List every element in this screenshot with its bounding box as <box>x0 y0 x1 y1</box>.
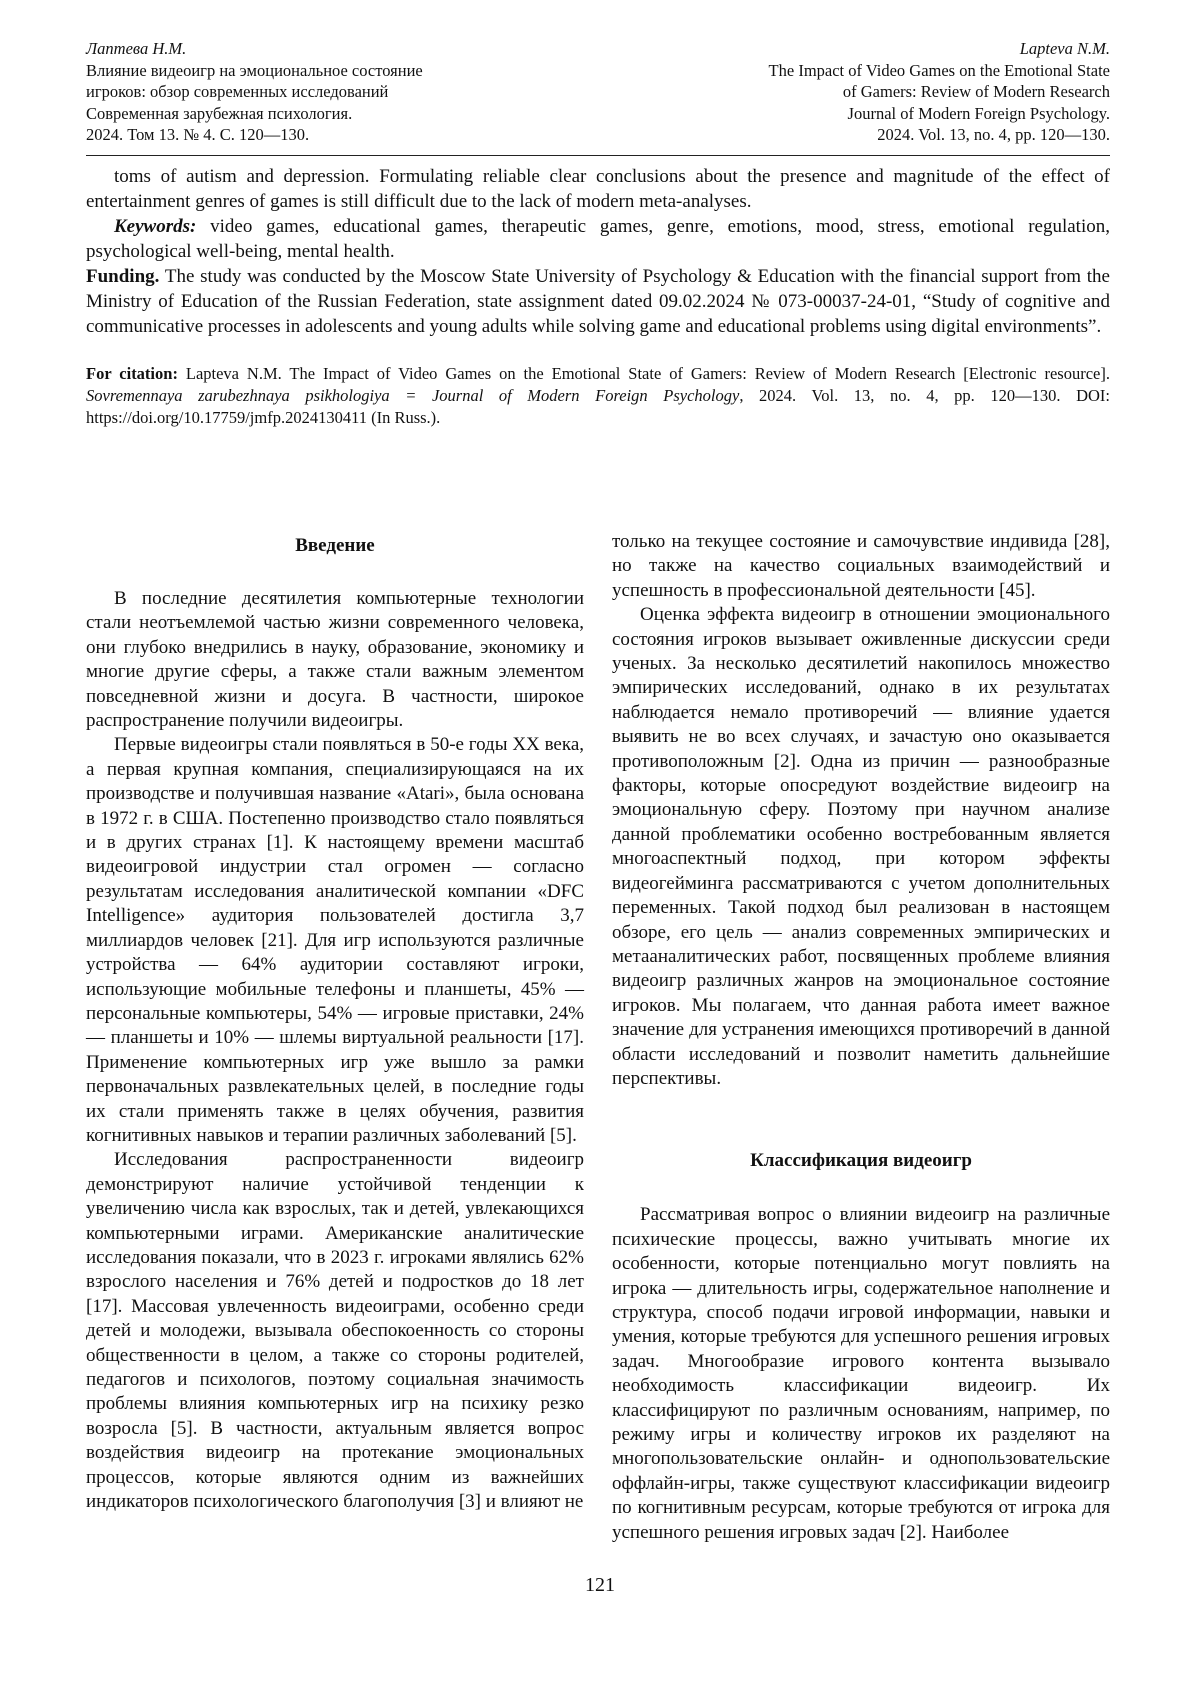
paragraph: Оценка эффекта видеоигр в отношении эмоционального состояния игроков вызывает оживленные дискуссии среди ученых. За несколько десятилетий накопилось множество эмпирических исследований, однако в их результатах наблюдается немало противоречий — влияние удается выявить не во всех случаях, и зачастую оно оказывается противоположным [2]. Одна из причин — разнообразные факторы, которые опосредуют воздействие видеоигр на эмоциональную сферу. Поэтому при научном анализе данной проблематики особенно востребованным является многоаспектный подход, при котором эффекты видеогейминга рассматриваются с учетом дополнительных переменных. Такой подход был реализован в настоящем обзоре, его цель — анализ современных эмпирических и метааналитических работ, посвященных проблеме влияния видеоигр различных жанров на эмоциональное состояние игроков. Мы полагаем, что данная работа имеет важное значение для устранения имеющихся противоречий в данной области исследований и позволит наметить дальнейшие перспективы. <box>612 604 1110 1089</box>
body-columns <box>86 530 1110 1545</box>
keywords-label: Keywords: <box>114 215 197 237</box>
funding <box>86 264 1110 339</box>
header-issue-en: 2024. Vol. 13, no. 4, pp. 120—130. <box>877 125 1110 144</box>
header-journal-en: Journal of Modern Foreign Psychology. <box>847 103 1110 123</box>
citation-label: For citation: <box>86 363 178 383</box>
citation-text-2: , 2024. Vol. 13, no. 4, pp. 120—130. DOI: https://doi.org/10.17759/jmfp.2024130411 (In Russ.). <box>86 385 1110 427</box>
keywords <box>86 214 1110 264</box>
header-title-en-line1: The Impact of Video Games on the Emotional State <box>768 60 1110 80</box>
citation <box>86 363 1110 429</box>
section-heading-introduction: Введение <box>295 535 375 556</box>
paragraph: Исследования распространенности видеоигр демонстрируют наличие устойчивой тенденции к увеличению числа как взрослых, так и детей, увлекающихся компьютерными играми. Американские аналитические исследования показали, что в 2023 г. игроками являлись 62% взрослого населения и 76% детей и подростков до 18 лет [17]. Массовая увлеченность видеоиграми, особенно среди детей и молодежи, вызывала обеспокоенность со стороны общественности в целом, а также со стороны родителей, педагогов и психологов, поэтому социальная значимость проблемы влияния компьютерных игр на психику резко возросла [5]. В частности, актуальным является вопрос воздействия видеоигр на протекание эмоциональных процессов, которые являются одним из важнейших индикаторов психологического благополучия [3] и влияют не <box>86 1149 584 1513</box>
header-title-en-line2: of Gamers: Review of Modern Research <box>842 82 1110 101</box>
funding-label: Funding. <box>86 265 160 287</box>
header-divider <box>86 155 1110 156</box>
section-heading-classification: Классификация видеоигр <box>750 1150 972 1172</box>
page <box>86 38 1110 429</box>
running-header <box>86 38 1110 146</box>
abstract-block <box>86 164 1110 339</box>
header-issue-ru: 2024. Том 13. № 4. С. 120—130. <box>86 125 310 144</box>
paragraph: Первые видеоигры стали появляться в 50-е годы XX века, а первая крупная компания, специализирующаяся на их производстве и получившая название «Atari», была основана в 1972 г. в США. Постепенно производство стало появляться и в других странах [1]. К настоящему времени масштаб видеоигровой индустрии стал огромен — согласно результатам исследования аналитической компании «DFC Intelligence» аудитория пользователей достигла 3,7 миллиардов человек [21]. Для игр используются различные устройства — 64% аудитории составляют игроки, использующие мобильные телефоны и планшеты, 45% — персональные компьютеры, 54% — игровые приставки, 24% — планшеты и 10% — шлемы виртуальной реальности [17]. Применение компьютерных игр уже вышло за рамки первоначальных развлекательных целей, в последние годы их стали применять также в целях обучения, развития когнитивных навыков и терапии различных заболеваний [5]. <box>86 734 584 1146</box>
keywords-text: video games, educational games, therapeutic games, genre, emotions, mood, stress, emotional regulation, psychological well-being, mental health. <box>86 215 1110 262</box>
header-title-ru-line2: игроков: обзор современных исследований <box>86 82 389 101</box>
header-author-en: Lapteva N.M. <box>1019 39 1110 58</box>
left-column <box>86 530 584 1545</box>
header-right-english <box>769 38 1110 146</box>
paragraph: Рассматривая вопрос о влиянии видеоигр на различные психические процессы, важно учитывать многие их особенности, которые потенциально могут повлиять на игрока — длительность игры, содержательное наполнение и структура, способ подачи игровой информации, навыки и умения, которые требуются для успешного решения игровых задач. Многообразие игрового контента вызывало необходимость классификации видеоигр. Их классифицируют по различным основаниям, например, по режиму игры и количеству игроков их разделяют на многопользовательские онлайн- и однопользовательские оффлайн-игры, также существуют классификации видеоигр по когнитивным ресурсам, которые требуются от игрока для успешного решения игровых задач [2]. Наиболее <box>612 1204 1110 1543</box>
page-number: 121 <box>585 1574 615 1596</box>
right-column <box>612 530 1110 1545</box>
header-title-ru-line1: Влияние видеоигр на эмоциональное состояние <box>86 60 423 80</box>
citation-text-1: Lapteva N.M. The Impact of Video Games on the Emotional State of Gamers: Review of Modern Research [Electronic resource]. <box>177 363 1110 383</box>
paragraph: В последние десятилетия компьютерные технологии стали неотъемлемой частью жизни современного человека, они глубоко внедрились в науку, образование, экономику и многие другие сферы, а также стали важным элементом повседневной жизни и досуга. В частности, широкое распространение получили видеоигры. <box>86 588 584 732</box>
header-journal-ru: Современная зарубежная психология. <box>86 103 353 123</box>
funding-text: The study was conducted by the Moscow State University of Psychology & Education with the financial support from the Ministry of Education of the Russian Federation, state assignment dated 09.02.2024 № 073-00037-24-01, “Study of cognitive and communicative processes in adolescents and young adults while solving game and educational problems using digital environments”. <box>86 265 1110 337</box>
paragraph-continued: только на текущее состояние и самочувствие индивида [28], но также на качество социальных взаимодействий и успешность в профессиональной деятельности [45]. <box>612 531 1110 601</box>
abstract-tail: toms of autism and depression. Formulating reliable clear conclusions about the presence and magnitude of the effect of entertainment genres of games is still difficult due to the lack of modern meta-analyses. <box>86 165 1110 212</box>
header-author-ru: Лаптева Н.М. <box>86 39 187 58</box>
citation-journal: Sovremennaya zarubezhnaya psikhologiya = Journal of Modern Foreign Psychology <box>86 385 740 405</box>
header-left-russian <box>86 38 423 146</box>
